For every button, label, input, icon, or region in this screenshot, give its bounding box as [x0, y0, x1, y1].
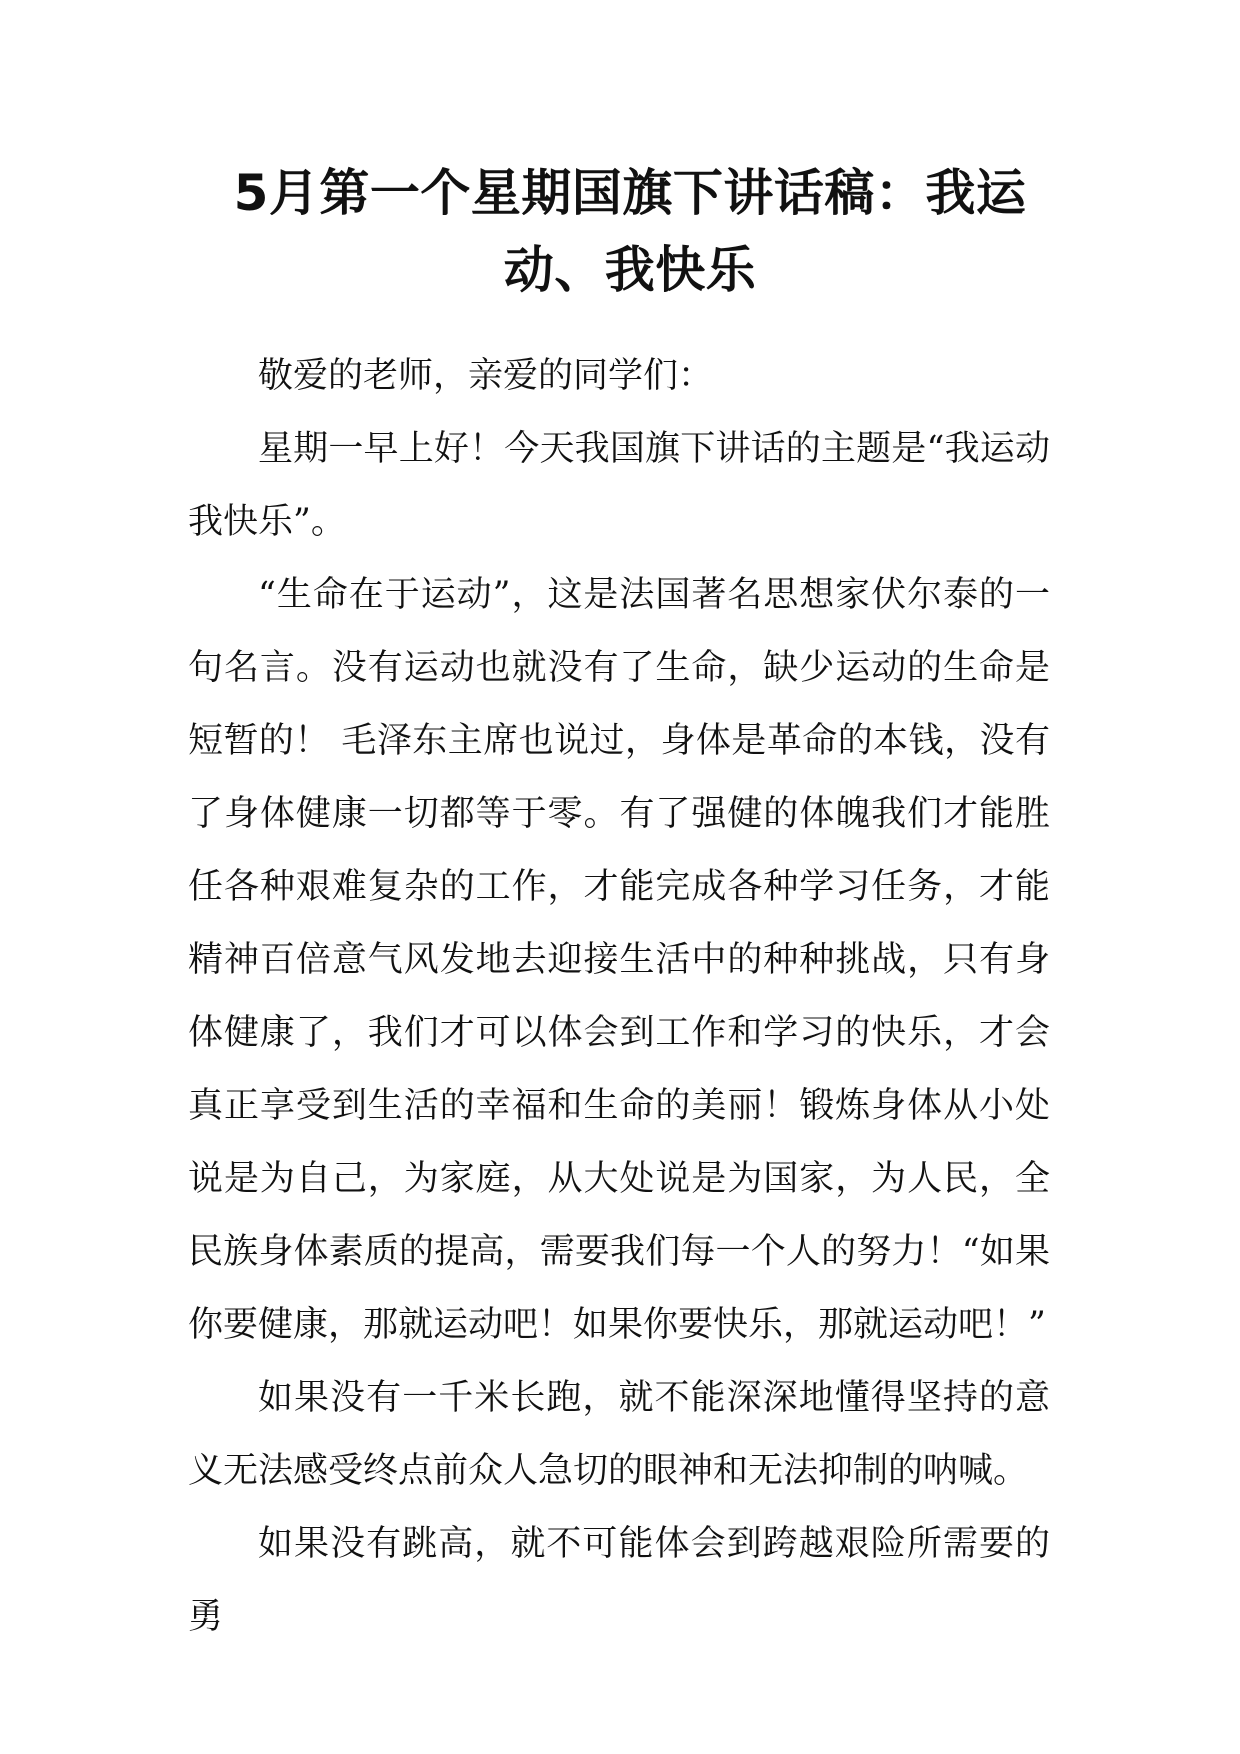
document-title: 5月第一个星期国旗下讲话稿：我运动、我快乐 [233, 164, 1027, 299]
paragraph-greeting: 星期一早上好！今天我国旗下讲话的主题是“我运动我快乐”。 [188, 429, 1050, 542]
paragraph-long-run: 如果没有一千米长跑，就不能深深地懂得坚持的意义无法感受终点前众人急切的眼神和无法抑制的呐喊。 [188, 1378, 1050, 1491]
paragraph-salutation: 敬爱的老师，亲爱的同学们： [258, 356, 714, 396]
document-body [188, 340, 1050, 1654]
paragraph-life-and-sport: “生命在于运动”，这是法国著名思想家伏尔泰的一句名言。没有运动也就没有了生命，缺少运动的生命是短暂的！ 毛泽东主席也说过，身体是革命的本钱，没有了身体健康一切都等于零。有了强健的体魄我们才能胜任各种艰难复杂的工作，才能完成各种学习任务，才能精神百倍意气风发地去迎接生活中的种种挑战，只有身体健康了，我们才可以体会到工作和学习的快乐，才会真正享受到生活的幸福和生命的美丽！锻炼身体从小处说是为自己，为家庭，从大处说是为国家，为人民，全民族身体素质的提高，需要我们每一个人的努力！“如果你要健康，那就运动吧！如果你要快乐，那就运动吧！” [188, 575, 1050, 1345]
paragraph-high-jump: 如果没有跳高，就不可能体会到跨越艰险所需要的勇 [188, 1524, 1050, 1637]
